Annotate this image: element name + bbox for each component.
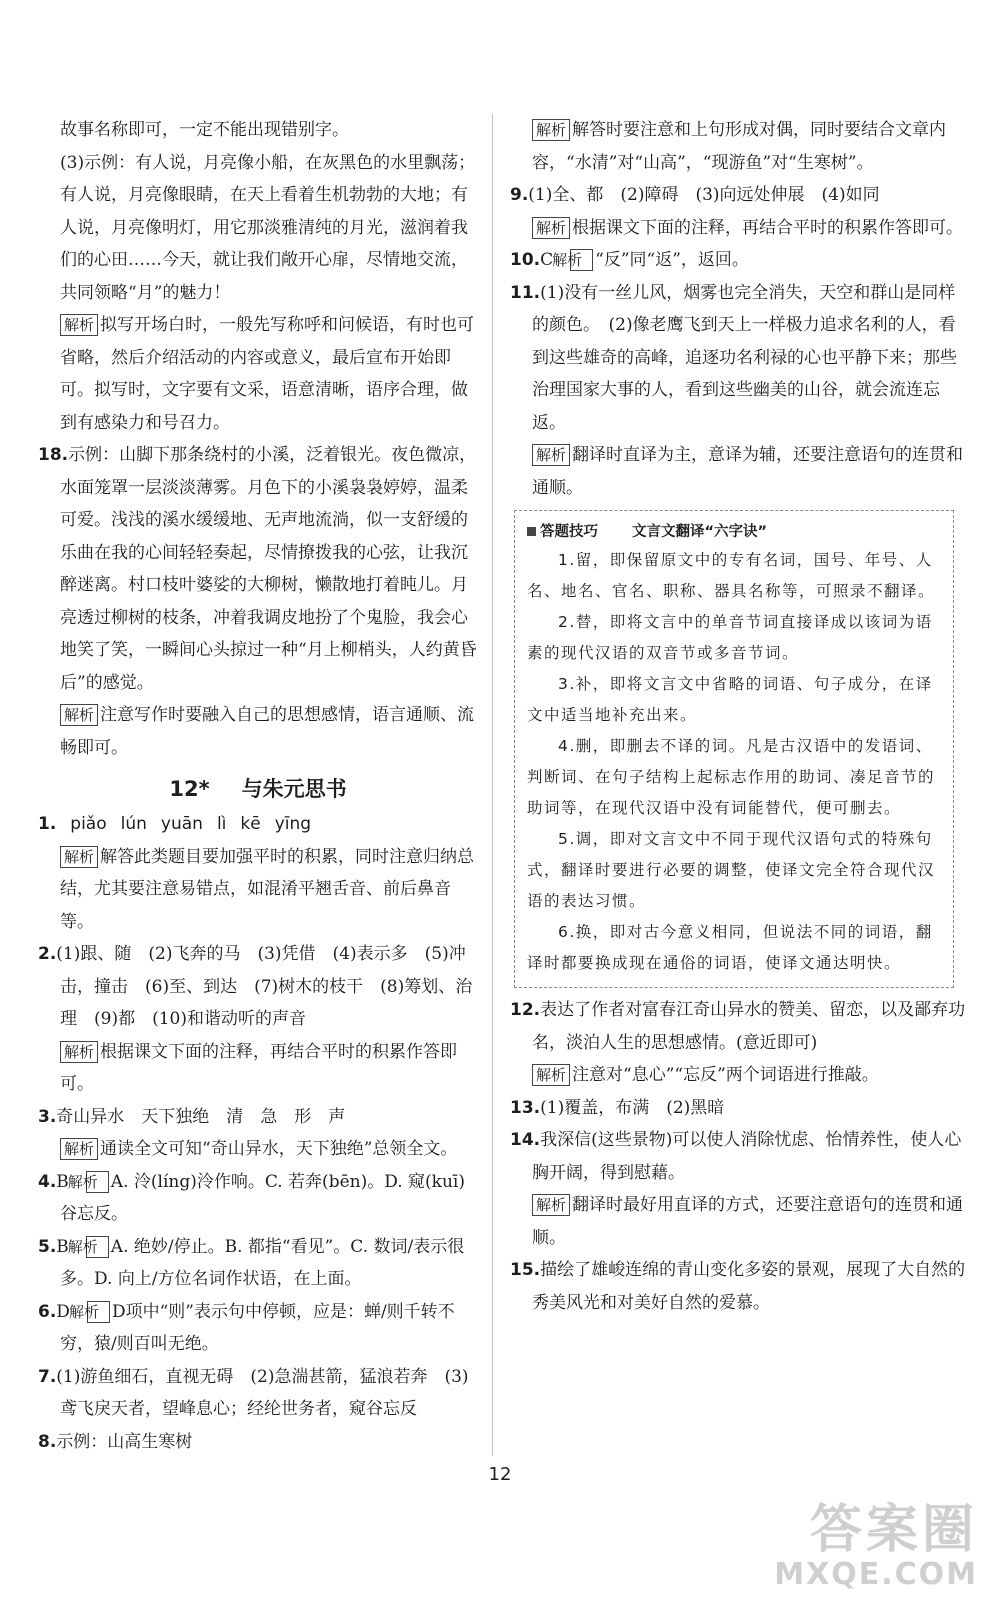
answer-15: 15.描绘了雄峻连绵的青山变化多姿的景观，展现了大自然的秀美风光和对美好自然的爱慕。 bbox=[510, 1260, 966, 1313]
analysis-1: 解析 解答此类题目要加强平时的积累，同时注意归纳总结，尤其要注意易错点，如混淆平翘舌音、前后鼻音等。 bbox=[60, 846, 475, 932]
analysis-8: 解析 解答时要注意和上句形成对偶，同时要结合文章内容，“水清”对“山高”，“现游鱼”对“生寒树”。 bbox=[532, 120, 947, 173]
question-number: 6. bbox=[38, 1301, 57, 1322]
question-number: 15. bbox=[510, 1260, 541, 1280]
answer-continuation: 故事名称即可，一定不能出现错别字。 bbox=[60, 120, 349, 140]
tip-label: 答题技巧 bbox=[540, 524, 598, 540]
right-column bbox=[510, 114, 968, 1319]
tip-item: 1.留，即保留原文中的专有名词，国号、年号、人名、地名、官名、职称、器具名称等，可照录不翻译。 bbox=[527, 551, 936, 600]
question-number: 5. bbox=[38, 1236, 57, 1257]
answer-9: 9.(1)全、都 (2)障碍 (3)向远处伸展 (4)如同 bbox=[510, 185, 880, 205]
question-number: 4. bbox=[38, 1171, 57, 1192]
answer-11: 11.(1)没有一丝儿风，烟雾也完全消失，天空和群山是同样的颜色。 (2)像老鹰飞到天上一样极力追求名利的人，看到这些雄奇的高峰，追逐功名利禄的心也平静下来；那些治理国家大事的人，看到这些幽美的山谷，就会流连忘返。 bbox=[510, 282, 957, 433]
question-number: 18. bbox=[38, 445, 69, 465]
question-number: 7. bbox=[38, 1366, 57, 1387]
analysis-18: 解析 注意写作时要融入自己的思想感情，语言通顺、流畅即可。 bbox=[60, 705, 475, 758]
analysis-tag: 解析 bbox=[86, 1171, 109, 1193]
question-number: 3. bbox=[38, 1106, 57, 1127]
analysis-tag: 解析 bbox=[570, 249, 593, 271]
answer-1: 1. piǎo lún yuān lì kē yīng bbox=[38, 814, 312, 834]
answer-7: 7.(1)游鱼细石，直视无碍 (2)急湍甚箭，猛浪若奔 (3)鸢飞戾天者，望峰息心；经纶世务者，窥谷忘反 bbox=[38, 1366, 469, 1419]
lesson-number: 12* bbox=[169, 777, 210, 801]
tip-item: 5.调，即对文言文中不同于现代汉语句式的特殊句式，翻译时要进行必要的调整，使译文完全符合现代汉语的表达习惯。 bbox=[527, 830, 936, 910]
analysis-2: 解析 根据课文下面的注释，再结合平时的积累作答即可。 bbox=[60, 1041, 458, 1094]
analysis-tag: 解析 bbox=[532, 217, 570, 239]
analysis-tag: 解析 bbox=[60, 1041, 98, 1063]
lesson-title: 与朱元思书 bbox=[241, 777, 347, 801]
answer-8: 8.示例：山高生寒树 bbox=[38, 1431, 193, 1452]
analysis-tag: 解析 bbox=[60, 1138, 98, 1160]
watermark bbox=[774, 1502, 978, 1592]
left-column bbox=[38, 114, 478, 1458]
answer-14: 14.我深信(这些景物)可以使人消除忧虑、怡情养性，使人心胸开阔，得到慰藉。 bbox=[510, 1130, 962, 1183]
analysis-tag: 解析 bbox=[532, 444, 570, 466]
section-heading bbox=[38, 772, 478, 806]
question-number: 13. bbox=[510, 1097, 541, 1118]
tip-item: 4.删，即删去不译的词。凡是古汉语中的发语词、判断词、在句子结构上起标志作用的助词、凑足音节的助词等，在现代汉语中没有词能替代，便可删去。 bbox=[527, 737, 936, 817]
analysis-tag: 解析 bbox=[60, 846, 98, 868]
tip-header bbox=[527, 519, 941, 545]
analysis-14: 解析 翻译时最好用直译的方式，还要注意语句的连贯和通顺。 bbox=[532, 1195, 964, 1248]
analysis-tag: 解析 bbox=[532, 119, 570, 141]
answer-4: 4.B 解析 A. 泠(líng)泠作响。C. 若奔(bēn)。D. 窥(kuī)谷忘反。 bbox=[38, 1171, 465, 1224]
answer-3: 3.奇山异水 天下独绝 清 急 形 声 bbox=[38, 1106, 346, 1127]
tip-item: 6.换，即对古今意义相同，但说法不同的词语，翻译时都要换成现在通俗的词语，使译文通达明快。 bbox=[527, 923, 933, 972]
answer-2: 2.(1)跟、随 (2)飞奔的马 (3)凭借 (4)表示多 (5)冲击，撞击 (6)至、到达 (7)树木的枝干 (8)筹划、治理 (9)都 (10)和谐动听的声音 bbox=[38, 944, 473, 1029]
analysis-tag: 解析 bbox=[60, 314, 98, 336]
question-number: 12. bbox=[510, 1000, 541, 1020]
answer-6: 6.D 解析 D项中“则”表示句中停顿，应是：蝉/则千转不穷，猿/则百叫无绝。 bbox=[38, 1301, 455, 1354]
page-number: 12 bbox=[488, 1464, 512, 1485]
question-number: 10. bbox=[510, 250, 541, 270]
square-bullet-icon bbox=[527, 527, 536, 536]
watermark-url: MXQE.COM bbox=[774, 1557, 978, 1592]
question-number: 11. bbox=[510, 282, 541, 303]
answer-12: 12.表达了作者对富春江奇山异水的赞美、留恋，以及鄙弃功名，淡泊人生的思想感情。(意近即可) bbox=[510, 1000, 966, 1053]
answer-18: 18.示例：山脚下那条绕村的小溪，泛着银光。夜色微凉，水面笼罩一层淡淡薄雾。月色下的小溪袅袅婷婷，温柔可爱。浅浅的溪水缓缓地、无声地流淌，似一支舒缓的乐曲在我的心间轻轻奏起，尽情撩拨我的心弦，让我沉醉迷离。村口枝叶婆娑的大柳树，懒散地打着盹儿。月亮透过柳树的枝条，冲着我调皮地扮了个鬼脸，我会心地笑了笑，一瞬间心头掠过一种“月上柳梢头，人约黄昏后”的感觉。 bbox=[38, 445, 477, 693]
analysis-tag: 解析 bbox=[532, 1194, 570, 1216]
analysis-tag: 解析 bbox=[86, 1236, 109, 1258]
question-number: 1. bbox=[38, 814, 57, 834]
watermark-logo: 答案圈 bbox=[809, 1500, 978, 1560]
analysis-tag: 解析 bbox=[532, 1064, 570, 1086]
analysis-3: 解析 通读全文可知“奇山异水，天下独绝”总领全文。 bbox=[38, 1133, 478, 1166]
tip-title: 文言文翻译“六字诀” bbox=[632, 524, 768, 540]
analysis-9: 解析 根据课文下面的注释，再结合平时的积累作答即可。 bbox=[510, 212, 968, 245]
tip-item: 2.替，即将文言中的单音节词直接译成以该词为语素的现代汉语的双音节或多音节词。 bbox=[527, 613, 933, 662]
analysis-12: 解析 注意对“息心”“忘反”两个词语进行推敲。 bbox=[510, 1059, 968, 1092]
column-divider bbox=[492, 114, 493, 1456]
analysis-17-3: 解析 拟写开场白时，一般先写称呼和问候语，有时也可省略，然后介绍活动的内容或意义，最后宣布开始即可。拟写时，文字要有文采，语意清晰，语序合理，做到有感染力和号召力。 bbox=[60, 315, 475, 433]
answer-5: 5.B 解析 A. 绝妙/停止。B. 都指“看见”。C. 数词/表示很多。D. 向上/方位名词作状语，在上面。 bbox=[38, 1236, 465, 1289]
answer-17-3: (3)示例：有人说，月亮像小船，在灰黑色的水里飘荡；有人说，月亮像眼睛，在天上看着生机勃勃的大地；有人说，月亮像明灯，用它那淡雅清纯的月光，滋润着我们的心田……今天，就让我们敞开心扉，尽情地交流，共同领略“月”的魅力！ bbox=[60, 152, 476, 303]
analysis-11: 解析 翻译时直译为主，意译为辅，还要注意语句的连贯和通顺。 bbox=[532, 445, 964, 498]
tip-item: 3.补，即将文言文中省略的词语、句子成分，在译文中适当地补充出来。 bbox=[527, 675, 933, 724]
answer-13: 13.(1)覆盖，布满 (2)黑暗 bbox=[510, 1097, 725, 1118]
question-number: 2. bbox=[38, 944, 57, 964]
question-number: 9. bbox=[510, 185, 529, 205]
analysis-tag: 解析 bbox=[87, 1301, 110, 1323]
answer-10: 10.C 解析 “反”同“返”，返回。 bbox=[510, 250, 749, 270]
question-number: 8. bbox=[38, 1431, 57, 1452]
analysis-tag: 解析 bbox=[60, 704, 98, 726]
tip-box bbox=[514, 510, 954, 988]
question-number: 14. bbox=[510, 1130, 541, 1150]
